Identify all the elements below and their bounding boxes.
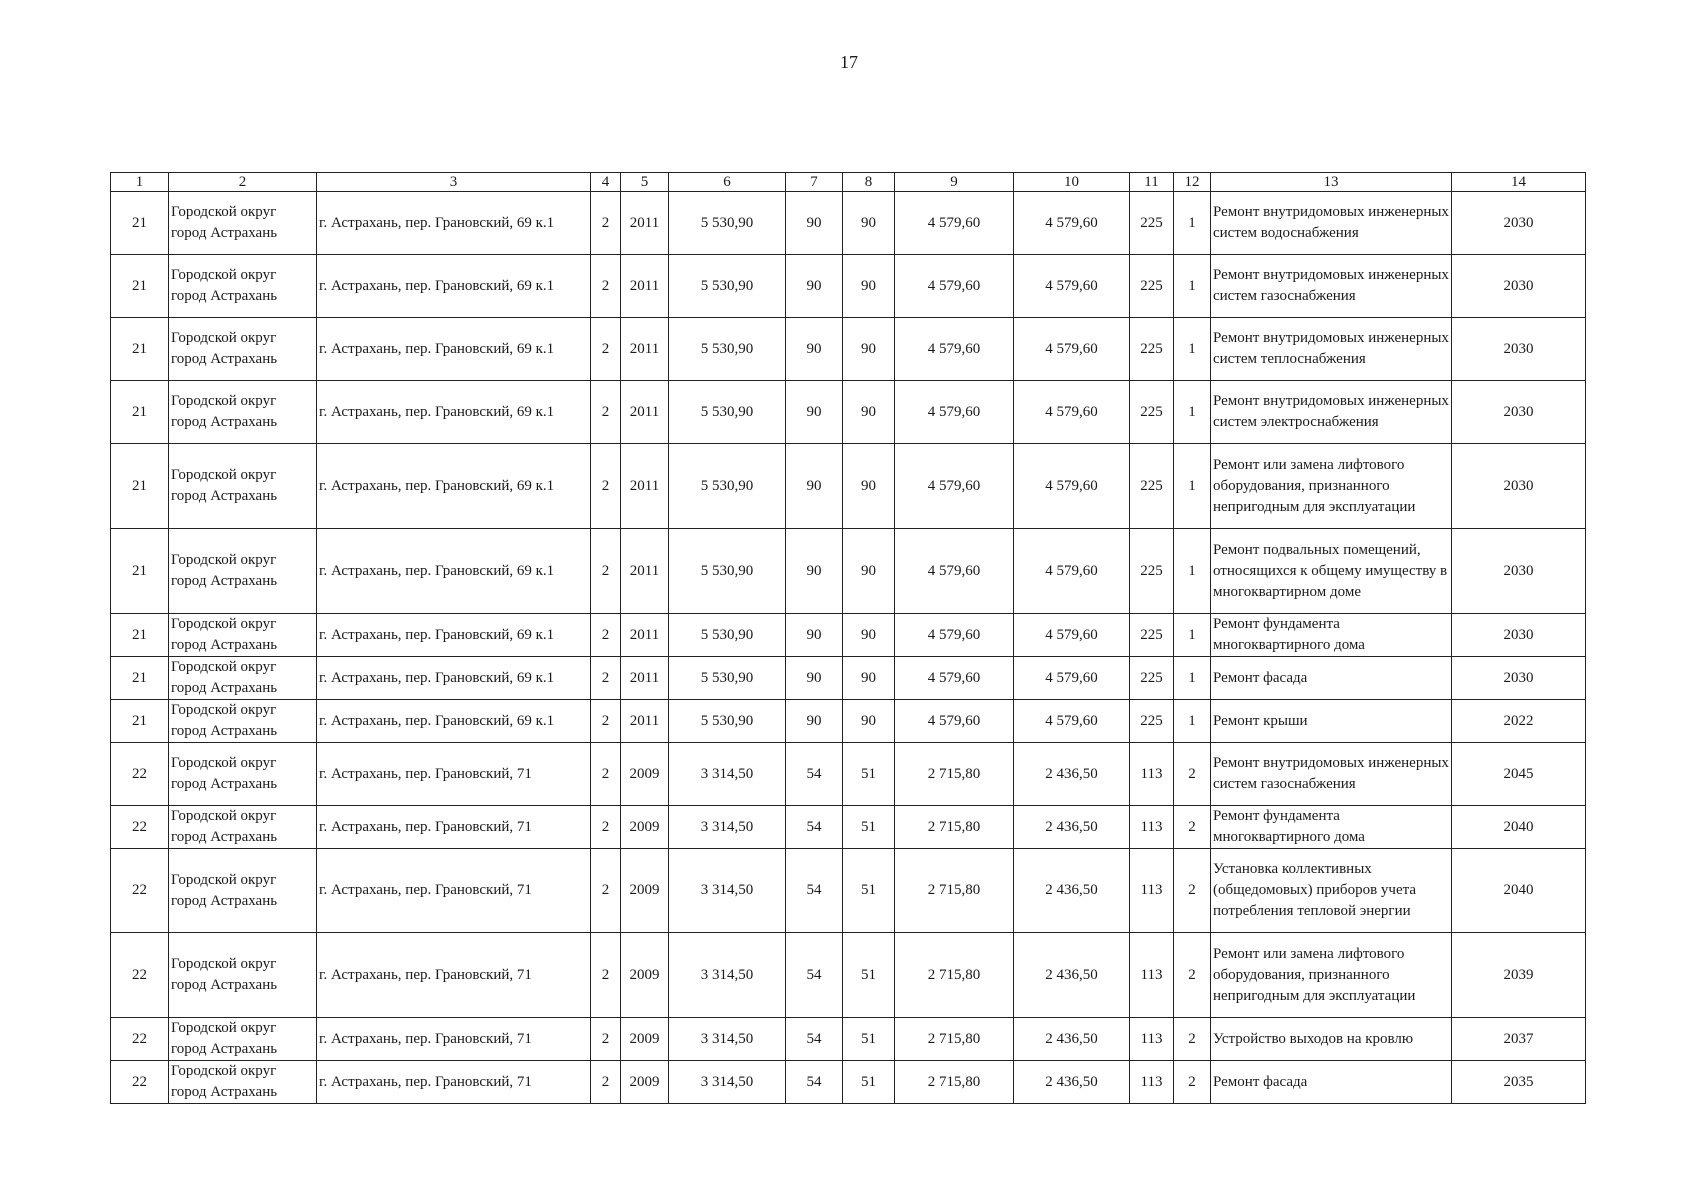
cell-municipality: Городской округ город Астрахань bbox=[169, 255, 317, 318]
cell-address: г. Астрахань, пер. Грановский, 71 bbox=[317, 1018, 591, 1061]
cell-col-6: 5 530,90 bbox=[669, 381, 786, 444]
cell-col-7: 90 bbox=[786, 529, 843, 614]
cell-planned-year: 2030 bbox=[1452, 255, 1586, 318]
cell-col-12: 2 bbox=[1174, 1018, 1211, 1061]
cell-col-6: 3 314,50 bbox=[669, 849, 786, 933]
cell-col-7: 54 bbox=[786, 1061, 843, 1104]
cell-col-11: 113 bbox=[1130, 743, 1174, 806]
cell-address: г. Астрахань, пер. Грановский, 71 bbox=[317, 933, 591, 1018]
cell-col-6: 3 314,50 bbox=[669, 1018, 786, 1061]
cell-municipality: Городской округ город Астрахань bbox=[169, 933, 317, 1018]
cell-municipality: Городской округ город Астрахань bbox=[169, 381, 317, 444]
cell-row-number: 22 bbox=[111, 743, 169, 806]
cell-col-10: 2 436,50 bbox=[1014, 933, 1130, 1018]
cell-col-12: 2 bbox=[1174, 849, 1211, 933]
column-header: 7 bbox=[786, 173, 843, 192]
cell-year: 2009 bbox=[621, 933, 669, 1018]
table-row bbox=[111, 849, 1586, 933]
cell-col-11: 113 bbox=[1130, 849, 1174, 933]
cell-col-6: 5 530,90 bbox=[669, 318, 786, 381]
column-header: 11 bbox=[1130, 173, 1174, 192]
cell-col-7: 54 bbox=[786, 933, 843, 1018]
cell-col-10: 2 436,50 bbox=[1014, 743, 1130, 806]
cell-planned-year: 2039 bbox=[1452, 933, 1586, 1018]
cell-col-9: 2 715,80 bbox=[895, 743, 1014, 806]
cell-col-12: 1 bbox=[1174, 529, 1211, 614]
table-row bbox=[111, 444, 1586, 529]
cell-col-11: 225 bbox=[1130, 318, 1174, 381]
cell-planned-year: 2040 bbox=[1452, 806, 1586, 849]
cell-address: г. Астрахань, пер. Грановский, 71 bbox=[317, 849, 591, 933]
cell-municipality: Городской округ город Астрахань bbox=[169, 318, 317, 381]
cell-col-9: 2 715,80 bbox=[895, 1018, 1014, 1061]
cell-col-6: 5 530,90 bbox=[669, 444, 786, 529]
cell-row-number: 21 bbox=[111, 318, 169, 381]
cell-col-8: 51 bbox=[843, 933, 895, 1018]
cell-work-type: Ремонт крыши bbox=[1211, 700, 1452, 743]
cell-planned-year: 2035 bbox=[1452, 1061, 1586, 1104]
cell-col-8: 51 bbox=[843, 849, 895, 933]
cell-work-type: Ремонт фасада bbox=[1211, 657, 1452, 700]
cell-year: 2011 bbox=[621, 614, 669, 657]
cell-col-4: 2 bbox=[591, 529, 621, 614]
cell-address: г. Астрахань, пер. Грановский, 71 bbox=[317, 1061, 591, 1104]
cell-col-10: 4 579,60 bbox=[1014, 381, 1130, 444]
table-header bbox=[111, 173, 1586, 192]
cell-address: г. Астрахань, пер. Грановский, 69 к.1 bbox=[317, 381, 591, 444]
cell-col-11: 225 bbox=[1130, 657, 1174, 700]
cell-year: 2011 bbox=[621, 381, 669, 444]
cell-planned-year: 2030 bbox=[1452, 657, 1586, 700]
cell-col-11: 225 bbox=[1130, 614, 1174, 657]
cell-col-4: 2 bbox=[591, 849, 621, 933]
table-row bbox=[111, 318, 1586, 381]
repair-program-table bbox=[110, 172, 1586, 1104]
cell-work-type: Установка коллективных (общедомовых) приборов учета потребления тепловой энергии bbox=[1211, 849, 1452, 933]
cell-col-10: 4 579,60 bbox=[1014, 255, 1130, 318]
table-row bbox=[111, 381, 1586, 444]
cell-planned-year: 2037 bbox=[1452, 1018, 1586, 1061]
cell-col-11: 225 bbox=[1130, 381, 1174, 444]
cell-col-4: 2 bbox=[591, 192, 621, 255]
cell-col-11: 113 bbox=[1130, 1061, 1174, 1104]
cell-col-11: 113 bbox=[1130, 806, 1174, 849]
cell-work-type: Ремонт или замена лифтового оборудования, признанного непригодным для эксплуатации bbox=[1211, 444, 1452, 529]
cell-planned-year: 2030 bbox=[1452, 381, 1586, 444]
cell-address: г. Астрахань, пер. Грановский, 69 к.1 bbox=[317, 444, 591, 529]
cell-year: 2011 bbox=[621, 700, 669, 743]
cell-address: г. Астрахань, пер. Грановский, 69 к.1 bbox=[317, 657, 591, 700]
cell-municipality: Городской округ город Астрахань bbox=[169, 529, 317, 614]
cell-address: г. Астрахань, пер. Грановский, 69 к.1 bbox=[317, 318, 591, 381]
table-row bbox=[111, 933, 1586, 1018]
cell-col-10: 2 436,50 bbox=[1014, 806, 1130, 849]
cell-col-8: 90 bbox=[843, 529, 895, 614]
cell-col-7: 54 bbox=[786, 743, 843, 806]
column-header: 5 bbox=[621, 173, 669, 192]
column-header: 3 bbox=[317, 173, 591, 192]
cell-year: 2011 bbox=[621, 255, 669, 318]
cell-col-9: 2 715,80 bbox=[895, 933, 1014, 1018]
cell-col-10: 2 436,50 bbox=[1014, 849, 1130, 933]
cell-municipality: Городской округ город Астрахань bbox=[169, 657, 317, 700]
table-row bbox=[111, 1018, 1586, 1061]
column-header: 6 bbox=[669, 173, 786, 192]
cell-work-type: Ремонт фундамента многоквартирного дома bbox=[1211, 614, 1452, 657]
cell-col-10: 4 579,60 bbox=[1014, 529, 1130, 614]
cell-col-12: 2 bbox=[1174, 933, 1211, 1018]
cell-planned-year: 2030 bbox=[1452, 192, 1586, 255]
cell-col-4: 2 bbox=[591, 806, 621, 849]
cell-row-number: 21 bbox=[111, 700, 169, 743]
cell-year: 2009 bbox=[621, 849, 669, 933]
cell-col-9: 4 579,60 bbox=[895, 444, 1014, 529]
cell-col-11: 225 bbox=[1130, 192, 1174, 255]
cell-municipality: Городской округ город Астрахань bbox=[169, 700, 317, 743]
cell-row-number: 21 bbox=[111, 657, 169, 700]
table-row bbox=[111, 1061, 1586, 1104]
cell-col-6: 5 530,90 bbox=[669, 700, 786, 743]
cell-col-8: 90 bbox=[843, 444, 895, 529]
cell-municipality: Городской округ город Астрахань bbox=[169, 1018, 317, 1061]
cell-col-8: 90 bbox=[843, 192, 895, 255]
cell-address: г. Астрахань, пер. Грановский, 69 к.1 bbox=[317, 614, 591, 657]
cell-col-12: 1 bbox=[1174, 381, 1211, 444]
cell-col-9: 4 579,60 bbox=[895, 381, 1014, 444]
cell-col-9: 4 579,60 bbox=[895, 700, 1014, 743]
cell-municipality: Городской округ город Астрахань bbox=[169, 1061, 317, 1104]
cell-work-type: Ремонт внутридомовых инженерных систем газоснабжения bbox=[1211, 743, 1452, 806]
cell-col-6: 3 314,50 bbox=[669, 743, 786, 806]
cell-planned-year: 2030 bbox=[1452, 444, 1586, 529]
cell-col-7: 90 bbox=[786, 700, 843, 743]
cell-col-6: 3 314,50 bbox=[669, 1061, 786, 1104]
cell-col-9: 4 579,60 bbox=[895, 529, 1014, 614]
column-header: 12 bbox=[1174, 173, 1211, 192]
cell-planned-year: 2022 bbox=[1452, 700, 1586, 743]
cell-col-7: 54 bbox=[786, 806, 843, 849]
cell-col-11: 225 bbox=[1130, 255, 1174, 318]
cell-col-12: 2 bbox=[1174, 1061, 1211, 1104]
cell-year: 2009 bbox=[621, 743, 669, 806]
cell-col-9: 4 579,60 bbox=[895, 255, 1014, 318]
cell-col-8: 90 bbox=[843, 657, 895, 700]
table-row bbox=[111, 614, 1586, 657]
table-body bbox=[111, 192, 1586, 1104]
table-row bbox=[111, 529, 1586, 614]
cell-year: 2009 bbox=[621, 1018, 669, 1061]
cell-year: 2011 bbox=[621, 318, 669, 381]
cell-col-7: 90 bbox=[786, 444, 843, 529]
cell-address: г. Астрахань, пер. Грановский, 69 к.1 bbox=[317, 700, 591, 743]
cell-row-number: 22 bbox=[111, 1018, 169, 1061]
cell-col-10: 4 579,60 bbox=[1014, 657, 1130, 700]
table-row bbox=[111, 806, 1586, 849]
cell-col-10: 4 579,60 bbox=[1014, 444, 1130, 529]
cell-row-number: 21 bbox=[111, 381, 169, 444]
cell-work-type: Ремонт фундамента многоквартирного дома bbox=[1211, 806, 1452, 849]
column-number-row bbox=[111, 173, 1586, 192]
cell-row-number: 21 bbox=[111, 192, 169, 255]
cell-municipality: Городской округ город Астрахань bbox=[169, 614, 317, 657]
table-row bbox=[111, 192, 1586, 255]
cell-col-10: 2 436,50 bbox=[1014, 1018, 1130, 1061]
cell-year: 2011 bbox=[621, 192, 669, 255]
cell-year: 2011 bbox=[621, 529, 669, 614]
cell-planned-year: 2030 bbox=[1452, 529, 1586, 614]
cell-col-11: 225 bbox=[1130, 444, 1174, 529]
column-header: 8 bbox=[843, 173, 895, 192]
cell-col-4: 2 bbox=[591, 1018, 621, 1061]
column-header: 4 bbox=[591, 173, 621, 192]
cell-col-10: 4 579,60 bbox=[1014, 192, 1130, 255]
cell-col-6: 5 530,90 bbox=[669, 614, 786, 657]
table-row bbox=[111, 743, 1586, 806]
column-header: 2 bbox=[169, 173, 317, 192]
cell-col-7: 90 bbox=[786, 657, 843, 700]
cell-col-9: 4 579,60 bbox=[895, 614, 1014, 657]
cell-col-9: 2 715,80 bbox=[895, 849, 1014, 933]
cell-row-number: 22 bbox=[111, 933, 169, 1018]
cell-col-7: 90 bbox=[786, 255, 843, 318]
cell-col-6: 5 530,90 bbox=[669, 192, 786, 255]
cell-col-4: 2 bbox=[591, 933, 621, 1018]
cell-col-12: 2 bbox=[1174, 806, 1211, 849]
cell-col-4: 2 bbox=[591, 657, 621, 700]
cell-row-number: 21 bbox=[111, 444, 169, 529]
cell-col-8: 90 bbox=[843, 381, 895, 444]
cell-col-8: 90 bbox=[843, 614, 895, 657]
column-header: 10 bbox=[1014, 173, 1130, 192]
cell-municipality: Городской округ город Астрахань bbox=[169, 806, 317, 849]
cell-col-9: 2 715,80 bbox=[895, 806, 1014, 849]
cell-row-number: 22 bbox=[111, 849, 169, 933]
cell-col-4: 2 bbox=[591, 1061, 621, 1104]
table-row bbox=[111, 255, 1586, 318]
cell-address: г. Астрахань, пер. Грановский, 71 bbox=[317, 743, 591, 806]
table-row bbox=[111, 657, 1586, 700]
column-header: 9 bbox=[895, 173, 1014, 192]
cell-col-11: 225 bbox=[1130, 529, 1174, 614]
page-number: 17 bbox=[840, 52, 858, 72]
cell-col-10: 2 436,50 bbox=[1014, 1061, 1130, 1104]
cell-planned-year: 2030 bbox=[1452, 614, 1586, 657]
column-header: 14 bbox=[1452, 173, 1586, 192]
cell-col-4: 2 bbox=[591, 614, 621, 657]
cell-col-7: 54 bbox=[786, 1018, 843, 1061]
cell-col-4: 2 bbox=[591, 381, 621, 444]
cell-col-8: 51 bbox=[843, 1061, 895, 1104]
cell-col-12: 2 bbox=[1174, 743, 1211, 806]
cell-municipality: Городской округ город Астрахань bbox=[169, 444, 317, 529]
cell-col-9: 4 579,60 bbox=[895, 318, 1014, 381]
cell-year: 2011 bbox=[621, 657, 669, 700]
cell-work-type: Ремонт внутридомовых инженерных систем электроснабжения bbox=[1211, 381, 1452, 444]
cell-col-12: 1 bbox=[1174, 444, 1211, 529]
column-header: 13 bbox=[1211, 173, 1452, 192]
cell-col-9: 4 579,60 bbox=[895, 657, 1014, 700]
cell-year: 2009 bbox=[621, 806, 669, 849]
cell-col-4: 2 bbox=[591, 444, 621, 529]
cell-col-7: 90 bbox=[786, 381, 843, 444]
cell-col-12: 1 bbox=[1174, 657, 1211, 700]
cell-work-type: Ремонт фасада bbox=[1211, 1061, 1452, 1104]
cell-address: г. Астрахань, пер. Грановский, 69 к.1 bbox=[317, 529, 591, 614]
cell-col-4: 2 bbox=[591, 700, 621, 743]
table-row bbox=[111, 700, 1586, 743]
cell-col-10: 4 579,60 bbox=[1014, 318, 1130, 381]
cell-col-9: 2 715,80 bbox=[895, 1061, 1014, 1104]
cell-col-12: 1 bbox=[1174, 318, 1211, 381]
cell-col-8: 90 bbox=[843, 318, 895, 381]
cell-work-type: Ремонт внутридомовых инженерных систем газоснабжения bbox=[1211, 255, 1452, 318]
cell-col-7: 90 bbox=[786, 318, 843, 381]
cell-planned-year: 2030 bbox=[1452, 318, 1586, 381]
cell-col-7: 54 bbox=[786, 849, 843, 933]
cell-col-10: 4 579,60 bbox=[1014, 614, 1130, 657]
cell-row-number: 21 bbox=[111, 614, 169, 657]
cell-year: 2009 bbox=[621, 1061, 669, 1104]
cell-col-12: 1 bbox=[1174, 700, 1211, 743]
cell-address: г. Астрахань, пер. Грановский, 71 bbox=[317, 806, 591, 849]
cell-col-12: 1 bbox=[1174, 255, 1211, 318]
column-header: 1 bbox=[111, 173, 169, 192]
cell-col-12: 1 bbox=[1174, 192, 1211, 255]
cell-col-6: 5 530,90 bbox=[669, 657, 786, 700]
cell-col-7: 90 bbox=[786, 614, 843, 657]
cell-col-6: 3 314,50 bbox=[669, 933, 786, 1018]
cell-row-number: 21 bbox=[111, 529, 169, 614]
cell-col-11: 113 bbox=[1130, 1018, 1174, 1061]
cell-col-8: 51 bbox=[843, 1018, 895, 1061]
cell-row-number: 22 bbox=[111, 1061, 169, 1104]
cell-municipality: Городской округ город Астрахань bbox=[169, 743, 317, 806]
cell-col-4: 2 bbox=[591, 255, 621, 318]
cell-planned-year: 2045 bbox=[1452, 743, 1586, 806]
cell-municipality: Городской округ город Астрахань bbox=[169, 849, 317, 933]
cell-work-type: Ремонт подвальных помещений, относящихся к общему имуществу в многоквартирном доме bbox=[1211, 529, 1452, 614]
cell-col-12: 1 bbox=[1174, 614, 1211, 657]
cell-row-number: 22 bbox=[111, 806, 169, 849]
cell-col-6: 3 314,50 bbox=[669, 806, 786, 849]
cell-col-7: 90 bbox=[786, 192, 843, 255]
cell-work-type: Ремонт внутридомовых инженерных систем водоснабжения bbox=[1211, 192, 1452, 255]
cell-planned-year: 2040 bbox=[1452, 849, 1586, 933]
cell-col-8: 51 bbox=[843, 743, 895, 806]
cell-col-6: 5 530,90 bbox=[669, 255, 786, 318]
cell-work-type: Устройство выходов на кровлю bbox=[1211, 1018, 1452, 1061]
cell-municipality: Городской округ город Астрахань bbox=[169, 192, 317, 255]
cell-work-type: Ремонт внутридомовых инженерных систем теплоснабжения bbox=[1211, 318, 1452, 381]
cell-work-type: Ремонт или замена лифтового оборудования, признанного непригодным для эксплуатации bbox=[1211, 933, 1452, 1018]
cell-col-11: 225 bbox=[1130, 700, 1174, 743]
cell-col-11: 113 bbox=[1130, 933, 1174, 1018]
cell-col-8: 90 bbox=[843, 255, 895, 318]
cell-col-8: 90 bbox=[843, 700, 895, 743]
cell-col-6: 5 530,90 bbox=[669, 529, 786, 614]
cell-col-9: 4 579,60 bbox=[895, 192, 1014, 255]
cell-address: г. Астрахань, пер. Грановский, 69 к.1 bbox=[317, 192, 591, 255]
cell-row-number: 21 bbox=[111, 255, 169, 318]
cell-col-4: 2 bbox=[591, 743, 621, 806]
cell-col-8: 51 bbox=[843, 806, 895, 849]
cell-address: г. Астрахань, пер. Грановский, 69 к.1 bbox=[317, 255, 591, 318]
cell-year: 2011 bbox=[621, 444, 669, 529]
cell-col-10: 4 579,60 bbox=[1014, 700, 1130, 743]
cell-col-4: 2 bbox=[591, 318, 621, 381]
